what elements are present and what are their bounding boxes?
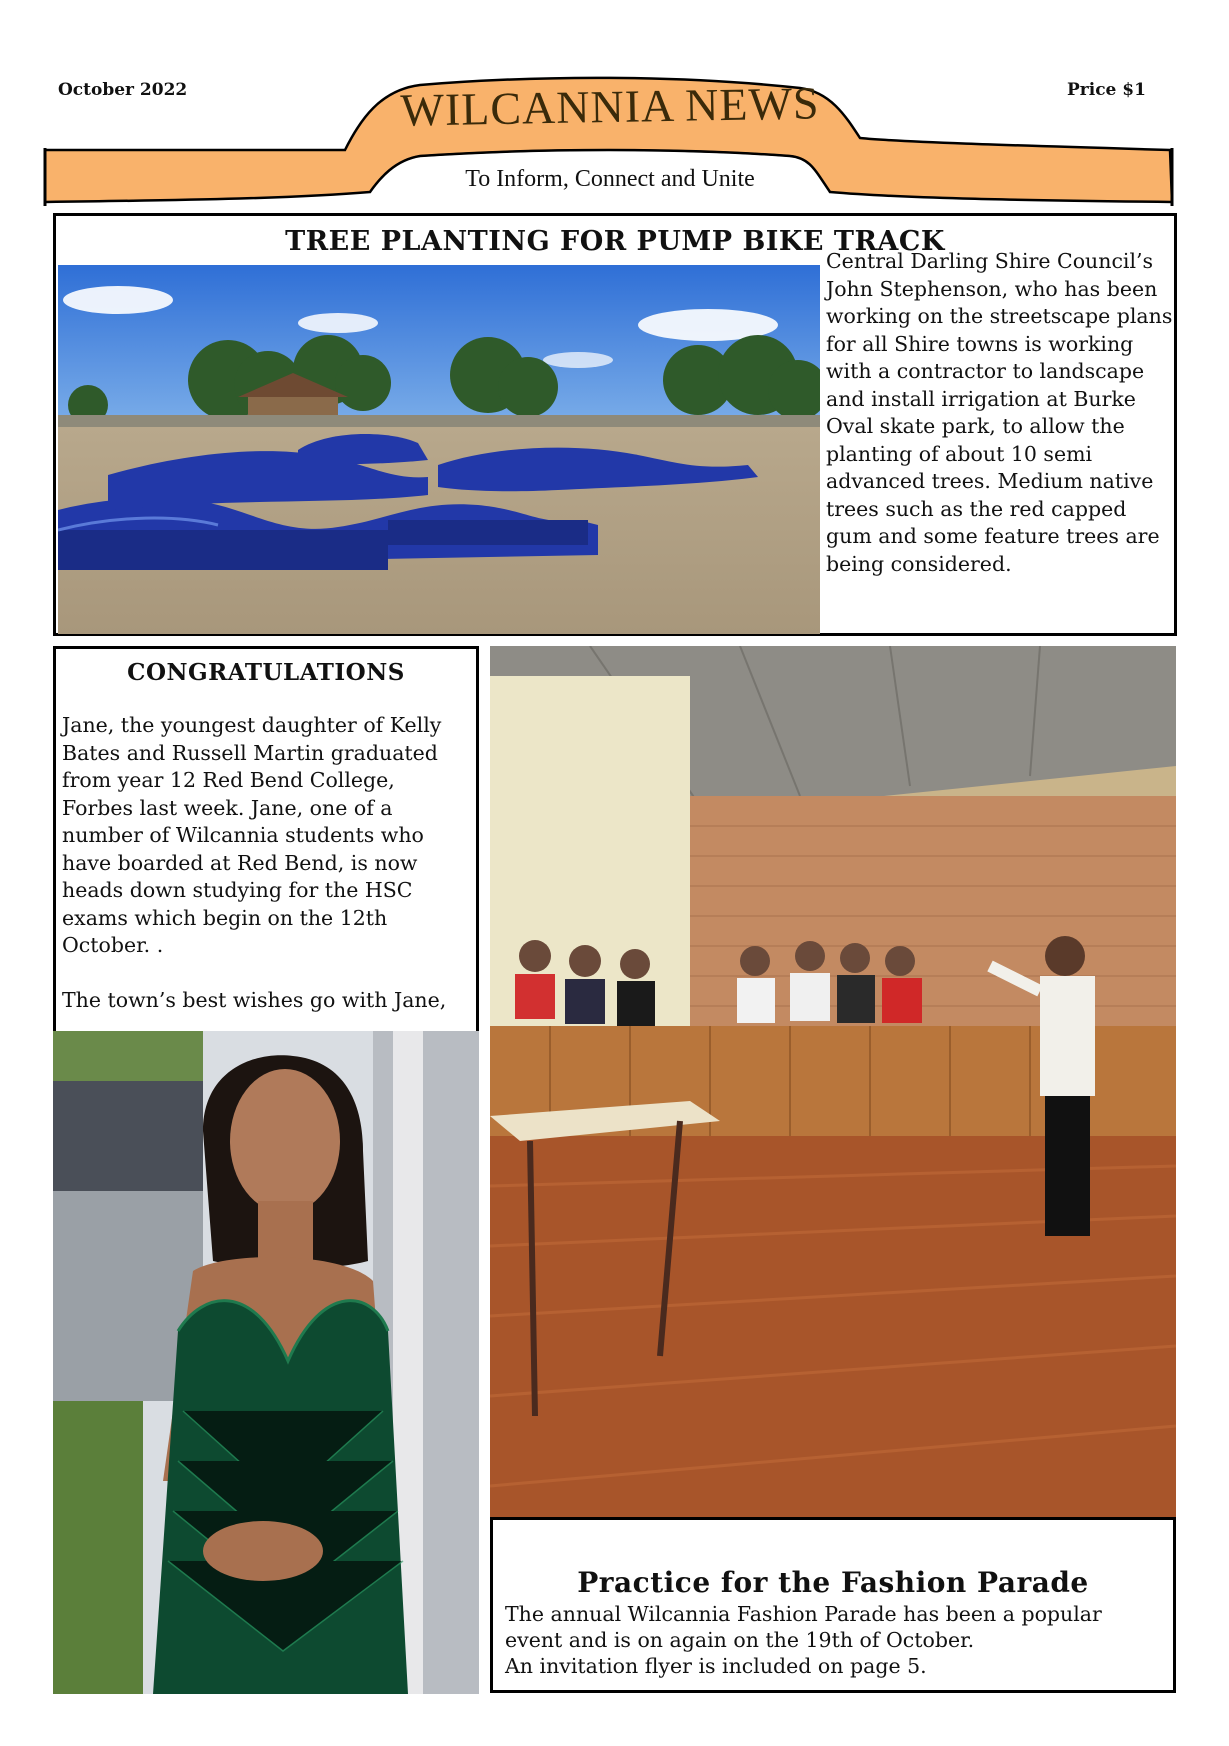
congratulations-paragraph-1: Jane, the youngest daughter of Kelly Bates and Russell Martin graduated from year 12 Red Bend College, Forbes last week. Jane, one of a number of Wilcannia students who have boarded at Red Bend, is now heads down studying for the HSC exams which begin on the 12th October. . <box>62 713 442 957</box>
congratulations-headline: CONGRATULATIONS <box>127 659 405 686</box>
tree-planting-body: Central Darling Shire Council’s John Stephenson, who has been working on the streetscape plans for all Shire towns is working with a contractor to landscape and install irrigation at Burke Oval skate park, to allow the planting of about 10 semi advanced trees. Medium native trees such as the red capped gum and some feature trees are being considered. <box>826 249 1173 576</box>
hall-rehearsal-photo <box>490 646 1176 1517</box>
issue-price: Price $1 <box>1067 80 1146 100</box>
masthead-tagline: To Inform, Connect and Unite <box>465 166 755 192</box>
fashion-parade-article <box>490 1517 1176 1693</box>
pump-track-photo <box>58 265 820 634</box>
masthead-title: WILCANNIA NEWS <box>400 77 820 136</box>
fashion-parade-headline: Practice for the Fashion Parade <box>577 1566 1089 1599</box>
congratulations-article <box>53 646 479 1034</box>
issue-date: October 2022 <box>58 80 188 100</box>
fashion-parade-line-1: The annual Wilcannia Fashion Parade has been a popular event and is on again on the 19th of October. <box>505 1602 1102 1652</box>
congratulations-paragraph-2: The town’s best wishes go with Jane, <box>62 987 447 1012</box>
tree-planting-headline: TREE PLANTING FOR PUMP BIKE TRACK <box>285 226 945 257</box>
fashion-parade-line-2: An invitation flyer is included on page 5. <box>505 1654 927 1678</box>
tree-planting-article <box>53 213 1177 636</box>
graduate-portrait-photo <box>53 1031 479 1694</box>
